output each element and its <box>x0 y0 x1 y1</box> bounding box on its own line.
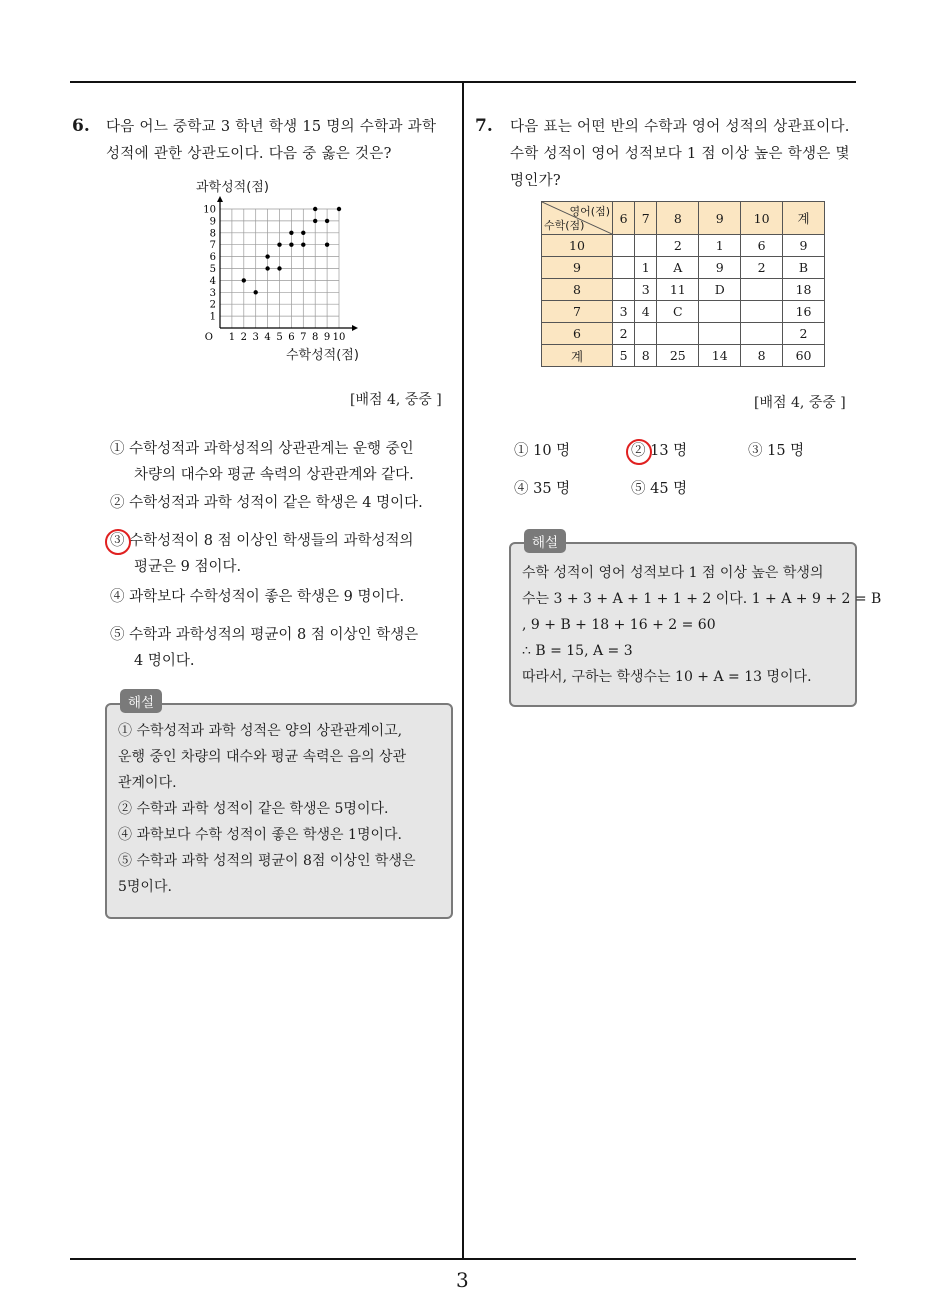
scatter-point <box>265 254 269 258</box>
table-row <box>542 235 825 257</box>
table-cell <box>741 301 783 323</box>
q6-option-line: ① 수학성적과 과학성적의 상관관계는 운행 중인 <box>110 441 414 457</box>
scatter-point <box>242 278 246 282</box>
q7-option-5[interactable]: ⑤ 45 명 <box>631 481 688 497</box>
table-cell: A <box>657 257 699 279</box>
scatter-point <box>301 231 305 235</box>
y-tick-label: 3 <box>209 287 216 299</box>
table-cell: 2 <box>657 235 699 257</box>
table-cell: 9 <box>783 235 825 257</box>
table-cell <box>635 323 657 345</box>
scatter-axes <box>217 196 358 331</box>
y-tick-label: 9 <box>209 216 216 228</box>
table-row <box>542 301 825 323</box>
table-row <box>542 279 825 301</box>
table-cell: 8 <box>741 345 783 367</box>
table-cell: 16 <box>783 301 825 323</box>
scatter-point <box>325 219 329 223</box>
q7-text-line: 다음 표는 어떤 반의 수학과 영어 성적의 상관표이다. <box>510 119 850 135</box>
col-header: 9 <box>699 202 741 235</box>
scatter-point <box>313 219 317 223</box>
scatter-point <box>277 266 281 270</box>
q7-option-3[interactable]: ③ 15 명 <box>748 443 805 459</box>
col-header: 6 <box>613 202 635 235</box>
table-cell: 2 <box>783 323 825 345</box>
q7-explanation-label: 해설 <box>524 529 566 553</box>
scatter-ticks <box>203 205 345 343</box>
q7-explanation-line: 수는 3 + 3 + A + 1 + 1 + 2 이다. 1 + A + 9 + 2 = B <box>522 591 882 607</box>
q7-text-line: 명인가? <box>510 173 561 189</box>
table-cell: 9 <box>699 257 741 279</box>
q7-explanation-line: 수학 성적이 영어 성적보다 1 점 이상 높은 학생의 <box>522 565 824 581</box>
q6-option-line: ② 수학성적과 과학 성적이 같은 학생은 4 명이다. <box>110 495 423 511</box>
q7-explanation-line: 따라서, 구하는 학생수는 10 + A = 13 명이다. <box>522 669 812 685</box>
q6-option-line: 4 명이다. <box>134 653 195 669</box>
y-axis-arrow <box>217 196 223 202</box>
row-header: 10 <box>542 235 613 257</box>
q6-explanation-line: 관계이다. <box>118 775 177 791</box>
corner-bottom-label: 수학(점) <box>544 219 585 232</box>
x-tick-label: 4 <box>264 332 271 342</box>
q6-option-2[interactable] <box>110 490 423 516</box>
table-cell: 2 <box>613 323 635 345</box>
q6-option-line: ⑤ 수학과 과학성적의 평균이 8 점 이상인 학생은 <box>110 627 419 643</box>
q7-explanation-text <box>522 560 881 690</box>
q7-explanation-line: , 9 + B + 18 + 16 + 2 = 60 <box>522 617 716 633</box>
table-cell: 14 <box>699 345 741 367</box>
scatter-point <box>265 266 269 270</box>
q6-text <box>106 114 451 168</box>
table-cell: 25 <box>657 345 699 367</box>
scatter-point <box>325 243 329 247</box>
table-cell: 2 <box>741 257 783 279</box>
scatter-plot <box>196 192 376 342</box>
q7-option-4[interactable]: ④ 35 명 <box>514 481 571 497</box>
q6-option-3[interactable] <box>110 528 414 580</box>
q7-explanation-line: ∴ B = 15, A = 3 <box>522 643 633 659</box>
table-cell: 3 <box>635 279 657 301</box>
correlation-table <box>541 201 825 367</box>
x-tick-label: 7 <box>300 332 307 342</box>
column-divider <box>462 82 464 1260</box>
y-tick-label: 7 <box>209 240 216 252</box>
q6-option-4[interactable] <box>110 584 404 610</box>
row-header: 7 <box>542 301 613 323</box>
scatter-point <box>289 231 293 235</box>
table-cell: 4 <box>635 301 657 323</box>
scatter-point <box>337 207 341 211</box>
scatter-point <box>254 290 258 294</box>
x-tick-label: 8 <box>312 332 319 342</box>
q7-number: 7. <box>475 116 493 136</box>
q7-text <box>510 114 860 195</box>
scatter-ylabel: 과학성적(점) <box>196 180 269 195</box>
q6-answer-mark <box>105 529 131 555</box>
table-cell <box>741 323 783 345</box>
y-tick-label: 2 <box>209 299 216 311</box>
col-header: 10 <box>741 202 783 235</box>
q6-explanation-line: 운행 중인 차량의 대수와 평균 속력은 음의 상관 <box>118 749 407 765</box>
q6-number: 6. <box>72 116 90 136</box>
table-cell: 1 <box>635 257 657 279</box>
corner-top-label: 영어(점) <box>569 205 610 218</box>
y-tick-label: 4 <box>209 275 216 287</box>
table-cell: 6 <box>741 235 783 257</box>
table-header-row <box>542 202 825 235</box>
table-cell <box>699 323 741 345</box>
table-cell <box>613 235 635 257</box>
table-row <box>542 257 825 279</box>
scatter-point <box>277 243 281 247</box>
x-axis-arrow <box>352 325 358 331</box>
q6-option-line: 차량의 대수와 평균 속력의 상관관계와 같다. <box>134 467 414 483</box>
table-cell <box>635 235 657 257</box>
table-cell: 60 <box>783 345 825 367</box>
q6-explanation-line: ① 수학성적과 과학 성적은 양의 상관관계이고, <box>118 723 403 739</box>
y-tick-label: 8 <box>209 228 216 240</box>
x-tick-label: 6 <box>288 332 295 342</box>
q6-option-line: 평균은 9 점이다. <box>134 559 242 575</box>
q6-explanation-label: 해설 <box>120 689 162 713</box>
col-header: 8 <box>657 202 699 235</box>
table-row <box>542 323 825 345</box>
q6-option-1[interactable] <box>110 436 414 488</box>
row-header: 9 <box>542 257 613 279</box>
y-tick-label: 10 <box>203 204 216 216</box>
scatter-point <box>289 243 293 247</box>
table-cell <box>613 279 635 301</box>
table-cell: 11 <box>657 279 699 301</box>
table-cell: 18 <box>783 279 825 301</box>
table-cell: D <box>699 279 741 301</box>
x-tick-label: 9 <box>323 332 331 342</box>
x-tick-label: 2 <box>240 332 247 342</box>
q6-text-line: 성적에 관한 상관도이다. 다음 중 옳은 것은? <box>106 146 392 162</box>
x-tick-label: 3 <box>252 332 259 342</box>
table-cell: B <box>783 257 825 279</box>
q6-option-line: ④ 과학보다 수학성적이 좋은 학생은 9 명이다. <box>110 589 405 605</box>
table-cell <box>699 301 741 323</box>
bottom-rule <box>70 1258 856 1260</box>
q6-text-line: 다음 어느 중학교 3 학년 학생 15 명의 수학과 과학 <box>106 119 437 135</box>
q6-explanation-line: 5명이다. <box>118 879 172 895</box>
scatter-point <box>313 207 317 211</box>
table-cell <box>657 323 699 345</box>
x-tick-label: 1 <box>228 332 236 342</box>
q6-option-5[interactable] <box>110 622 418 674</box>
q6-explanation-line: ⑤ 수학과 과학 성적의 평균이 8점 이상인 학생은 <box>118 853 416 869</box>
table-corner-cell <box>542 202 613 235</box>
col-header: 계 <box>783 202 825 235</box>
x-tick-label: 5 <box>276 332 283 342</box>
table-cell <box>741 279 783 301</box>
table-cell: C <box>657 301 699 323</box>
table-cell: 5 <box>613 345 635 367</box>
q7-answer-mark <box>626 439 652 465</box>
q6-explanation-line: ④ 과학보다 수학 성적이 좋은 학생은 1명이다. <box>118 827 402 843</box>
x-tick-label: 10 <box>332 332 346 342</box>
row-header: 계 <box>542 345 613 367</box>
table-cell <box>613 257 635 279</box>
q6-explanation-line: ② 수학과 과학 성적이 같은 학생은 5명이다. <box>118 801 389 817</box>
y-tick-label: 1 <box>209 311 216 323</box>
table-row <box>542 345 825 367</box>
q7-option-2[interactable]: ② 13 명 <box>631 443 688 459</box>
origin-label: O <box>204 332 213 342</box>
q6-explanation-text <box>118 718 416 900</box>
y-tick-label: 6 <box>209 252 216 264</box>
q6-option-line: ③ 수학성적이 8 점 이상인 학생들의 과학성적의 <box>110 533 414 549</box>
table-cell: 8 <box>635 345 657 367</box>
page-number: 3 <box>456 1268 469 1292</box>
q7-option-1[interactable]: ① 10 명 <box>514 443 571 459</box>
row-header: 6 <box>542 323 613 345</box>
row-header: 8 <box>542 279 613 301</box>
scatter-xlabel: 수학성적(점) <box>286 348 359 363</box>
scatter-point <box>301 243 305 247</box>
table-cell: 3 <box>613 301 635 323</box>
q6-meta: [배점 4, 중중 ] <box>350 392 442 408</box>
col-header: 7 <box>635 202 657 235</box>
y-tick-label: 5 <box>209 264 216 275</box>
q7-meta: [배점 4, 중중 ] <box>754 395 846 411</box>
q7-text-line: 수학 성적이 영어 성적보다 1 점 이상 높은 학생은 몇 <box>510 146 850 162</box>
table-cell: 1 <box>699 235 741 257</box>
